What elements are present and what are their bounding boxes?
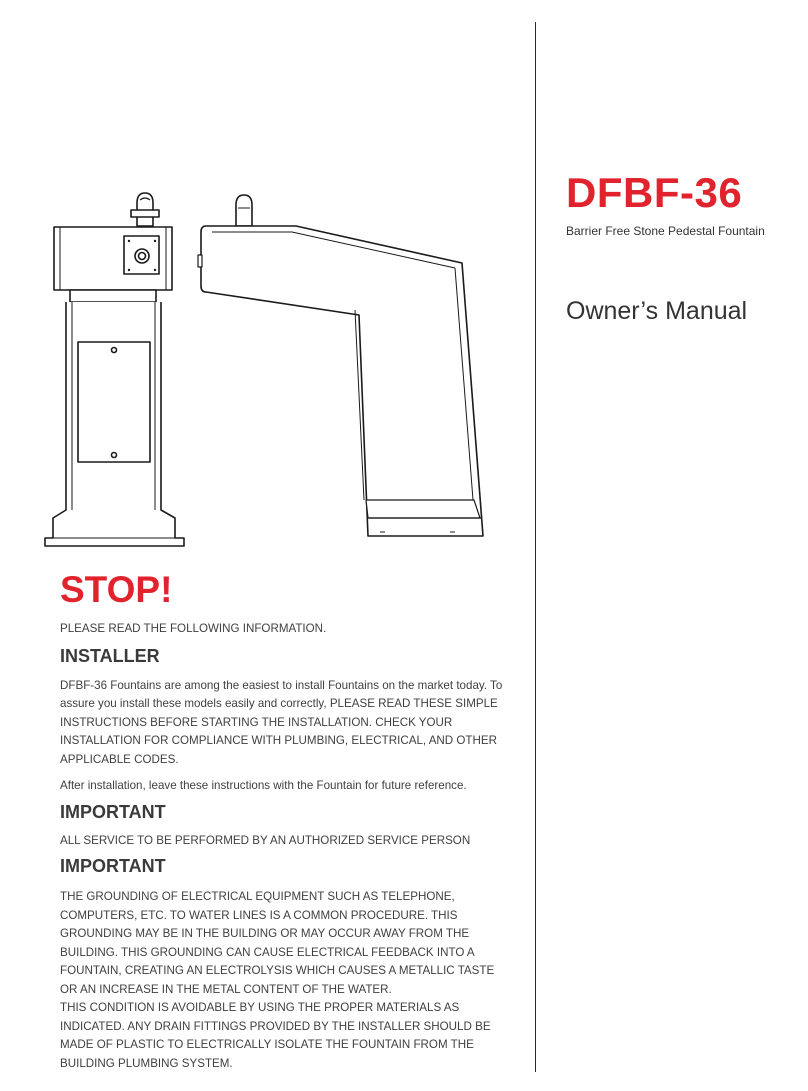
grounding-text: THE GROUNDING OF ELECTRICAL EQUIPMENT SUCH AS TELEPHONE, COMPUTERS, ETC. TO WATER LINES IS A COMMON PROCEDURE. THIS GROUNDING MAY BE IN THE BUILDING OR MAY OCCUR AWAY FROM THE BUILDING. THIS GROUNDING CAN CAUSE ELECTRICAL FEEDBACK INTO A FOUNTAIN, CREATING AN ELECTROLYSIS WHICH CAUSES A METALLIC TASTE OR AN INCREASE IN THE METAL CONTENT OF THE WATER. <box>60 890 495 996</box>
condition-text: THIS CONDITION IS AVOIDABLE BY USING THE PROPER MATERIALS AS INDICATED. ANY DRAIN FITTINGS PROVIDED BY THE INSTALLER SHOULD BE MADE OF PLASTIC TO ELECTRICALLY ISOLATE THE FOUNTAIN FROM THE BUILDING PLUMBING SYSTEM. <box>60 1001 491 1070</box>
vertical-divider <box>535 22 536 1072</box>
manual-title: Owner’s Manual <box>566 297 748 325</box>
important-heading-1: IMPORTANT <box>60 801 166 822</box>
after-install-text: After installation, leave these instructions with the Fountain for future reference. <box>60 779 467 792</box>
product-subtitle: Barrier Free Stone Pedestal Fountain <box>566 224 765 238</box>
intro-text: PLEASE READ THE FOLLOWING INFORMATION. <box>60 622 327 635</box>
installer-text-caps: PLEASE READ THESE SIMPLE INSTRUCTIONS BEFORE STARTING THE INSTALLATION. CHECK YOUR INSTALLATION FOR COMPLIANCE WITH PLUMBING, ELECTRICAL, AND OTHER APPLICABLE CODES. <box>60 697 498 766</box>
installer-heading: INSTALLER <box>60 645 160 666</box>
model-title: DFBF-36 <box>566 169 743 216</box>
fountain-illustration <box>40 188 500 560</box>
stop-heading: STOP! <box>60 569 173 610</box>
installer-text <box>60 677 510 770</box>
service-text: ALL SERVICE TO BE PERFORMED BY AN AUTHORIZED SERVICE PERSON <box>60 833 471 847</box>
important-heading-2: IMPORTANT <box>60 856 166 876</box>
instructions-body <box>60 620 510 1073</box>
installer-text-intro: DFBF-36 Fountains are among the easiest to install Fountains on the market today. To assure you install these models easily and correctly, <box>60 678 503 710</box>
